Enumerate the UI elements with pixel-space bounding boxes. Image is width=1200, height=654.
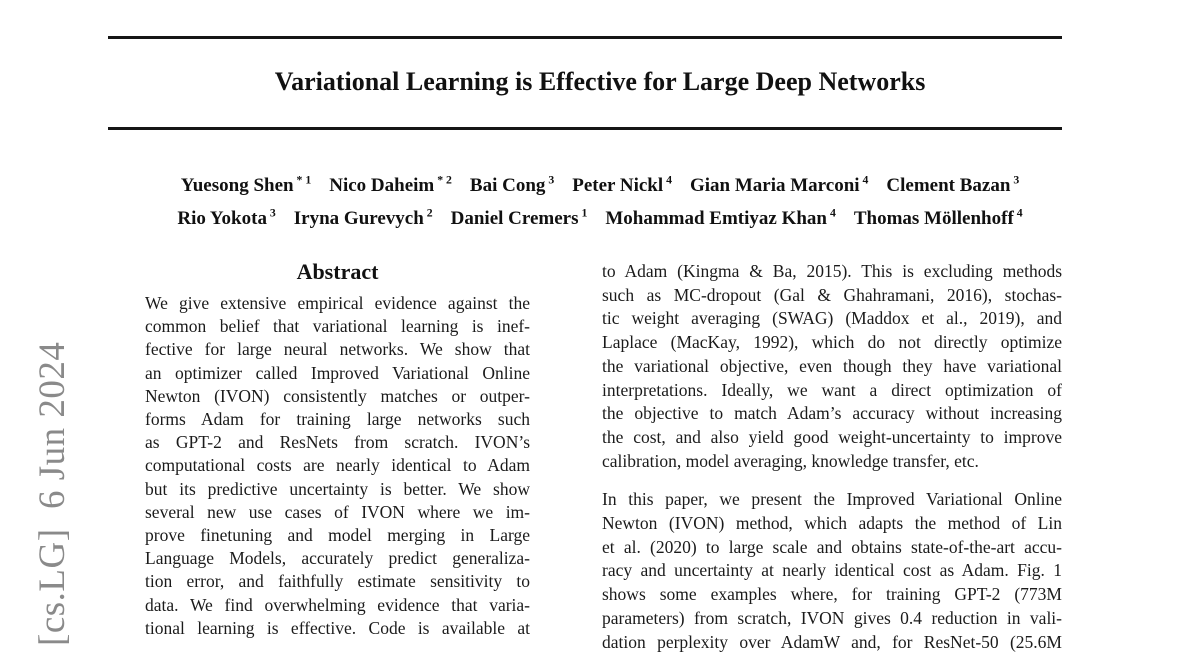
author-name: Gian Maria Marconi <box>689 175 860 197</box>
author <box>329 175 452 196</box>
text-line: shows some examples where, for training GPT-2 (773M <box>602 584 1062 605</box>
author-affiliation-sup: 4 <box>1013 206 1023 220</box>
text-line: interpretations. Ideally, we want a direct optimization of <box>602 379 1062 400</box>
author <box>690 175 868 196</box>
text-line: Newton (IVON) consistently matches or outper- <box>145 385 530 406</box>
text-line: common belief that variational learning is inef- <box>145 316 530 337</box>
title-rule-bottom <box>108 127 1062 130</box>
text-line: computational costs are nearly identical to Adam <box>145 455 530 476</box>
author <box>451 208 588 229</box>
text-line: Newton (IVON) method, which adapts the method of Lin <box>602 513 1062 534</box>
text-line: racy and uncertainty at nearly identical cost as Adam. Fig. 1 <box>602 560 1062 581</box>
text-line: but its predictive uncertainty is better. We show <box>145 478 530 499</box>
author-affiliation-sup: 3 <box>545 174 555 187</box>
title-rule-top <box>108 36 1062 39</box>
author-list <box>0 167 1200 232</box>
body-paragraph-2 <box>602 488 1062 654</box>
text-line: as GPT-2 and ResNets from scratch. IVON’s <box>145 432 530 453</box>
text-line: prove finetuning and model merging in Large <box>145 525 530 546</box>
author-name: Clement Bazan <box>886 175 1011 197</box>
author <box>470 175 554 196</box>
text-line: We give extensive empirical evidence against the <box>145 293 530 313</box>
text-line: several new use cases of IVON where we im- <box>145 501 530 522</box>
text-line: fective for large neural networks. We show that <box>145 339 530 360</box>
author <box>294 208 433 229</box>
text-line: parameters) from scratch, IVON gives 0.4 reduction in vali- <box>602 607 1062 628</box>
author <box>181 175 311 196</box>
text-line: tion error, and faithfully estimate sensitivity to <box>145 571 530 592</box>
author-affiliation-sup: * 2 <box>434 174 452 187</box>
author <box>605 208 836 229</box>
body-paragraph-1 <box>602 260 1062 473</box>
body-column <box>602 260 1062 654</box>
abstract-text <box>145 292 530 640</box>
author-name: Peter Nickl <box>572 175 664 197</box>
author-affiliation-sup: 4 <box>859 174 869 187</box>
author-name: Thomas Möllenhoff <box>853 207 1014 229</box>
author-line-1 <box>0 167 1200 199</box>
text-line: calibration, model averaging, knowledge transfer, etc. <box>602 450 979 471</box>
author-affiliation-sup: 4 <box>827 206 836 220</box>
arxiv-watermark: [cs.LG] 6 Jun 2024 <box>32 341 73 646</box>
author-affiliation-sup: 1 <box>578 206 588 220</box>
author <box>854 208 1023 229</box>
text-line: such as MC-dropout (Gal & Ghahramani, 2016), stochas- <box>602 284 1062 305</box>
text-line: dation perplexity over AdamW and, for ResNet-50 (25.6M <box>602 631 1062 652</box>
text-line: Language Models, accurately predict generaliza- <box>145 548 530 569</box>
author <box>177 208 275 229</box>
author-name: Mohammad Emtiyaz Khan <box>605 207 828 229</box>
author-name: Iryna Gurevych <box>293 207 424 229</box>
author-affiliation-sup: 4 <box>663 174 672 187</box>
author-name: Yuesong Shen <box>180 175 294 197</box>
text-line: to Adam (Kingma & Ba, 2015). This is excluding methods <box>602 261 1062 281</box>
author-affiliation-sup: 3 <box>1010 174 1020 187</box>
author <box>572 175 672 196</box>
author-name: Rio Yokota <box>177 207 267 229</box>
author-affiliation-sup: 2 <box>423 206 433 220</box>
text-line: Laplace (MacKay, 1992), which do not directly optimize <box>602 332 1062 353</box>
author-affiliation-sup: 3 <box>266 206 276 220</box>
author-name: Bai Cong <box>469 175 546 197</box>
author <box>886 175 1019 196</box>
paper-title: Variational Learning is Effective for Large Deep Networks <box>274 67 926 96</box>
text-line: forms Adam for training large networks such <box>145 409 530 430</box>
author-line-2 <box>0 199 1200 231</box>
text-line: tional learning is effective. Code is available at <box>145 617 530 638</box>
text-line: the variational objective, even though they have variational <box>602 355 1062 376</box>
author-name: Nico Daheim <box>329 175 435 197</box>
text-line: tic weight averaging (SWAG) (Maddox et al., 2019), and <box>602 308 1062 329</box>
text-line: et al. (2020) to large scale and obtains state-of-the-art accu- <box>602 536 1062 557</box>
author-affiliation-sup: * 1 <box>293 174 312 187</box>
text-line: data. We find overwhelming evidence that varia- <box>145 594 530 615</box>
text-line: the cost, and also yield good weight-uncertainty to improve <box>602 426 1062 447</box>
abstract-heading: Abstract <box>296 259 379 284</box>
author-name: Daniel Cremers <box>450 207 579 229</box>
text-line: In this paper, we present the Improved Variational Online <box>602 489 1062 510</box>
text-line: an optimizer called Improved Variational Online <box>145 362 530 383</box>
text-line: the objective to match Adam’s accuracy without increasing <box>602 403 1062 424</box>
